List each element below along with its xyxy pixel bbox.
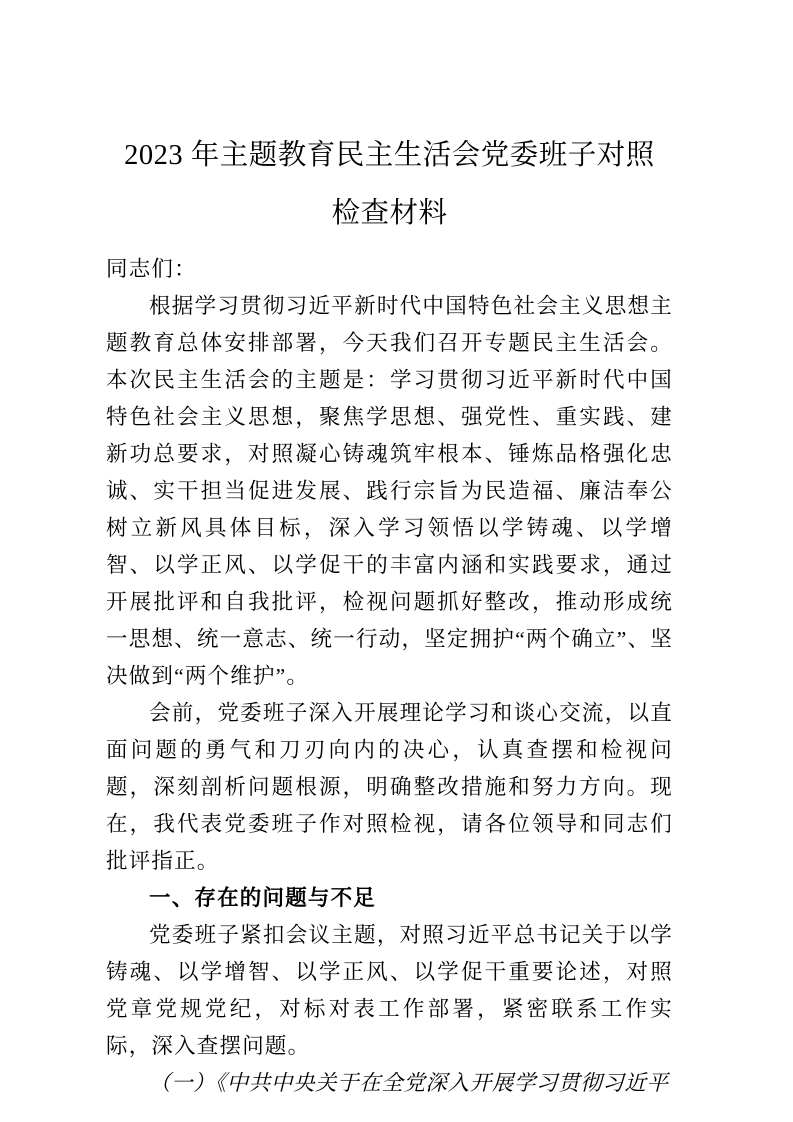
paragraph-meeting-theme: 根据学习贯彻习近平新时代中国特色社会主义思想主题教育总体安排部署，今天我们召开专题民主生活会。本次民主生活会的主题是：学习贯彻习近平新时代中国特色社会主义思想，聚焦学思想、强党性、重实践、建新功总要求，对照凝心铸魂筑牢根本、锤炼品格强化忠诚、实干担当促进发展、践行宗旨为民造福、廉洁奉公树立新风具体目标，深入学习领悟以学铸魂、以学增智、以学正风、以学促干的丰富内涵和实践要求，通过开展批评和自我批评，检视问题抓好整改，推动形成统一思想、统一意志、统一行动，坚定拥护“两个确立”、坚决做到“两个维护”。 — [106, 294, 673, 688]
document-title — [106, 127, 673, 243]
title-line-2: 检查材料 — [331, 198, 448, 229]
paragraph-pre-meeting-preparation: 会前，党委班子深入开展理论学习和谈心交流，以直面问题的勇气和刀刃向内的决心，认真查摆和检视问题，深刻剖析问题根源，明确整改措施和努力方向。现在，我代表党委班子作对照检视，请各位领导和同志们批评指正。 — [106, 701, 673, 873]
document-content — [106, 127, 673, 1102]
salutation: 同志们： — [106, 257, 197, 281]
paragraph-problems-intro: 党委班子紧扣会议主题，对照习近平总书记关于以学铸魂、以学增智、以学正风、以学促干重要论述，对照党章党规党纪，对标对表工作部署，紧密联系工作实际，深入查摆问题。 — [106, 923, 673, 1058]
section-heading-problems: 一、存在的问题与不足 — [149, 886, 377, 910]
paragraph-subsection-one: （一）《中共中央关于在全党深入开展学习贯彻习近平 — [149, 1071, 669, 1095]
title-line-1: 2023 年主题教育民主生活会党委班子对照 — [124, 140, 655, 171]
